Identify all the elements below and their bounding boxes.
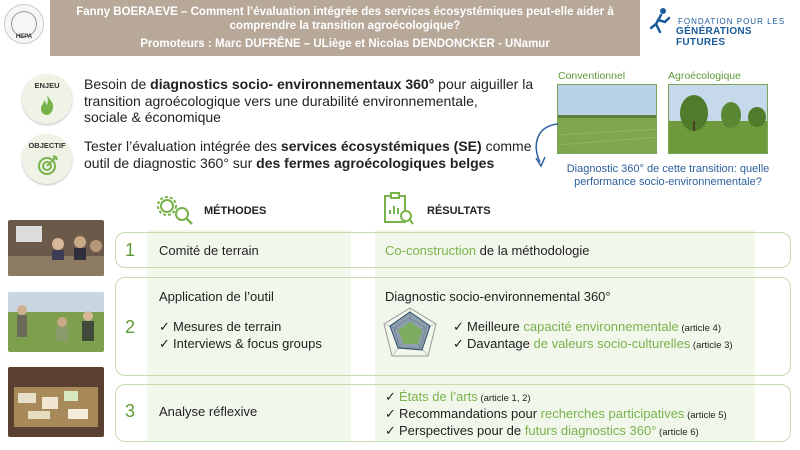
enjeu-badge — [22, 74, 72, 124]
agroecological-field-photo — [668, 84, 768, 154]
row-2-result-item — [453, 319, 721, 335]
enjeu-label: ENJEU — [34, 81, 60, 90]
result-item-ref: (article 5) — [684, 410, 727, 421]
row-2-method-item — [159, 336, 322, 352]
row-1-method: Comité de terrain — [159, 243, 259, 258]
objectif-text-bold-1: services écosystémiques (SE) — [280, 138, 482, 154]
flame-icon — [37, 94, 57, 116]
result-item-highlight: de valeurs socio-culturelles — [533, 336, 691, 351]
enjeu-text-1: Besoin de — [84, 76, 151, 92]
row-2-method-item-text: Interviews & focus groups — [173, 336, 322, 351]
row-1-number: 1 — [125, 240, 136, 260]
fondation-logo — [648, 6, 796, 48]
result-item-highlight: recherches participatives — [540, 406, 685, 421]
check-icon: ✓ — [385, 406, 396, 421]
result-item-pre: Recommandations pour — [399, 406, 541, 421]
logo-text: HEPA — [15, 34, 33, 40]
title-line-1: Fanny BOERAEVE – Comment l’évaluation intégrée des services écosystémiques peut-elle aider à — [76, 6, 614, 18]
enjeu-text-bold: diagnostics socio- environnementaux 360° — [150, 76, 435, 92]
result-item-highlight: États de l’arts — [399, 389, 478, 404]
fondation-name-bold: GÉNÉRATIONS FUTURES — [676, 26, 752, 48]
result-item-highlight: capacité environnementale — [523, 319, 679, 334]
check-icon: ✓ — [453, 319, 464, 334]
methods-heading: MÉTHODES — [204, 205, 267, 217]
committee-photo — [8, 220, 104, 276]
result-item-highlight: futurs diagnostics 360° — [524, 423, 657, 438]
row-1-result-text: de la méthodologie — [476, 243, 590, 258]
row-3-result-item — [385, 406, 727, 422]
row-3-number: 3 — [125, 401, 136, 421]
result-item-pre: Meilleure — [467, 319, 524, 334]
check-icon: ✓ — [159, 336, 170, 351]
row-3-result-item — [385, 389, 531, 405]
row-2-result-item — [453, 336, 733, 352]
enjeu-text-4: sociale & économique — [84, 109, 221, 125]
gears-magnifier-icon — [155, 194, 195, 226]
result-item-ref: (article 6) — [656, 427, 699, 438]
title-line-2: comprendre la transition agroécologique? — [229, 20, 461, 32]
field-measurement-photo — [8, 292, 104, 352]
enjeu-text-3: transition agroécologique vers une durabilité environnementale, — [84, 92, 478, 109]
objectif-text-3: outil de diagnostic 360° sur — [84, 154, 257, 171]
result-item-ref: (article 1, 2) — [477, 393, 531, 404]
enjeu-text — [84, 76, 544, 126]
row-3-method: Analyse réflexive — [159, 404, 258, 419]
result-item-pre: Perspectives pour de — [399, 423, 525, 438]
check-icon: ✓ — [385, 423, 396, 438]
hepa-logo — [4, 4, 44, 44]
row-2-result-title: Diagnostic socio-environnemental 360° — [385, 289, 611, 304]
agroecological-label: Agroécologique — [668, 70, 741, 82]
row-2-method-item-text: Mesures de terrain — [173, 319, 282, 334]
fondation-name: FONDATION POUR LES — [678, 17, 786, 26]
row-1-result — [385, 243, 590, 258]
objectif-text-bold-2: des fermes agroécologiques belges — [256, 154, 495, 171]
row-3-result-item — [385, 423, 699, 439]
objectif-badge — [22, 134, 72, 184]
promoters-line: Promoteurs : Marc DUFRÊNE – ULiège et Nicolas DENDONCKER - UNamur — [140, 38, 550, 50]
conventional-label: Conventionnel — [558, 70, 626, 82]
objectif-label: OBJECTIF — [28, 141, 66, 150]
check-icon: ✓ — [159, 319, 170, 334]
objectif-text-2: comme — [481, 138, 532, 154]
result-item-pre: Davantage — [467, 336, 534, 351]
objectif-text-1: Tester l’évaluation intégrée des — [84, 138, 281, 154]
result-item-ref: (article 4) — [678, 323, 721, 334]
check-icon: ✓ — [453, 336, 464, 351]
check-icon: ✓ — [385, 389, 396, 404]
conventional-field-photo — [557, 84, 657, 154]
results-heading: RÉSULTATS — [427, 205, 491, 217]
title-banner — [50, 0, 640, 56]
row-2-method-title: Application de l’outil — [159, 289, 274, 304]
row-2-number: 2 — [125, 317, 136, 337]
row-2-method-item — [159, 319, 281, 335]
reflexive-analysis-photo — [8, 367, 104, 437]
runner-icon — [648, 6, 672, 36]
radar-chart-icon — [378, 304, 442, 364]
result-item-ref: (article 3) — [690, 340, 733, 351]
target-icon — [37, 154, 59, 176]
clipboard-chart-icon — [382, 192, 414, 226]
objectif-text — [84, 138, 544, 171]
row-1-result-highlight: Co-construction — [385, 243, 477, 258]
enjeu-text-2: pour aiguiller la — [434, 76, 534, 92]
transition-question: Diagnostic 360° de cette transition: quelle performance socio-environnementale? — [566, 163, 770, 188]
